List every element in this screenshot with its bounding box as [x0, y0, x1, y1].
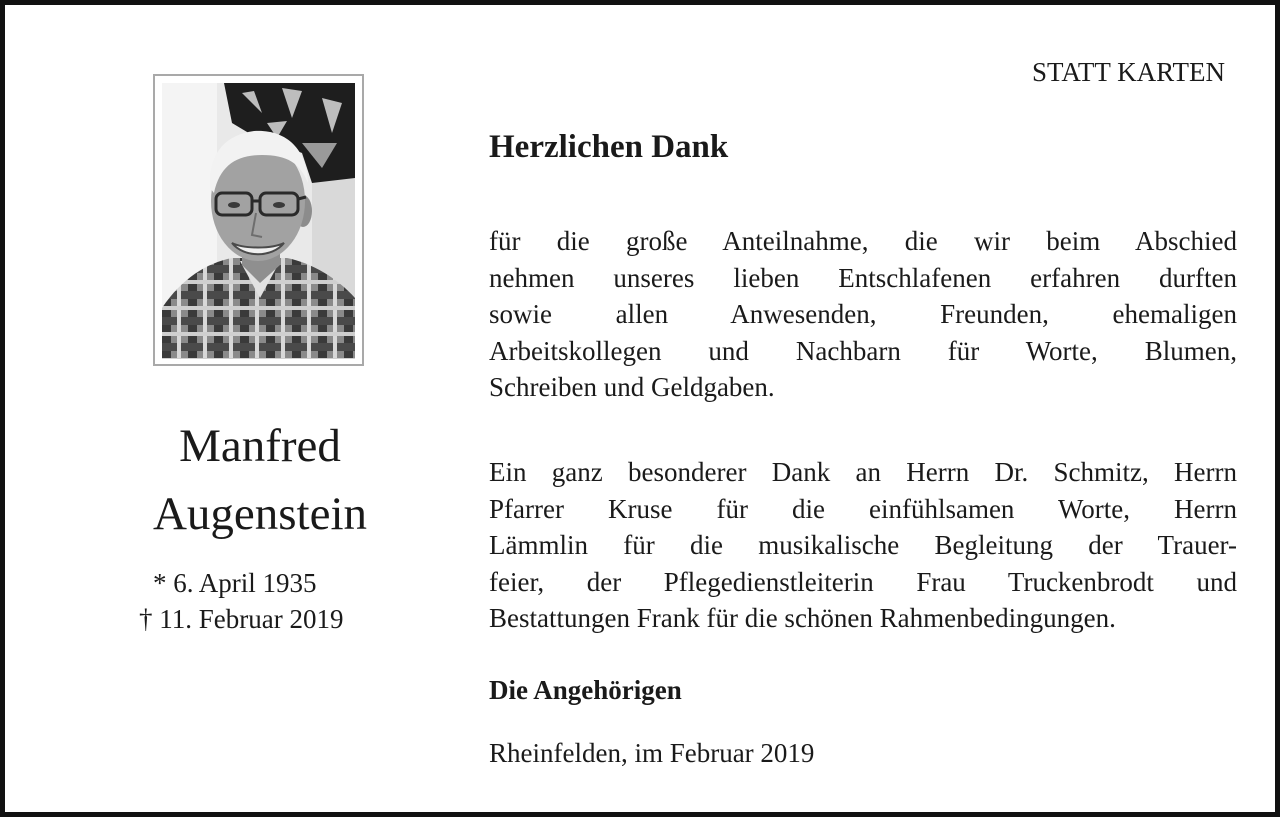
- paragraph-line: für die große Anteilnahme, die wir beim Abschied: [489, 226, 1237, 256]
- paragraph-line: sowie allen Anwesenden, Freunden, ehemaligen: [489, 299, 1237, 329]
- deceased-last-name: Augenstein: [152, 488, 368, 540]
- thanks-paragraph-1: [489, 223, 1237, 406]
- paragraph-line: Lämmlin für die musikalische Begleitung der Trauer-: [489, 530, 1237, 560]
- paragraph-line: nehmen unseres lieben Entschlafenen erfahren durften: [489, 262, 1237, 293]
- portrait-photo: [162, 83, 355, 359]
- deceased-first-name: Manfred: [179, 420, 341, 472]
- statt-karten-label: STATT KARTEN: [1032, 57, 1225, 87]
- place-and-date: Rheinfelden, im Februar 2019: [489, 738, 815, 768]
- portrait-frame: [153, 74, 364, 366]
- thanks-paragraph-2: [489, 454, 1237, 637]
- signature: Die Angehörigen: [489, 675, 682, 705]
- paragraph-line: Arbeitskollegen und Nachbarn für Worte, Blumen,: [489, 335, 1237, 366]
- death-date: † 11. Februar 2019: [139, 604, 344, 634]
- paragraph-line: Schreiben und Geldgaben.: [489, 372, 775, 402]
- paragraph-line: Ein ganz besonderer Dank an Herrn Dr. Schmitz, Herrn: [489, 457, 1237, 487]
- birth-date: * 6. April 1935: [153, 568, 317, 598]
- paragraph-line: Bestattungen Frank für die schönen Rahmenbedingungen.: [489, 603, 1116, 633]
- message-heading: Herzlichen Dank: [489, 129, 729, 165]
- paragraph-line: feier, der Pflegedienstleiterin Frau Truckenbrodt und: [489, 566, 1237, 597]
- paragraph-line: Pfarrer Kruse für die einfühlsamen Worte, Herrn: [489, 493, 1237, 524]
